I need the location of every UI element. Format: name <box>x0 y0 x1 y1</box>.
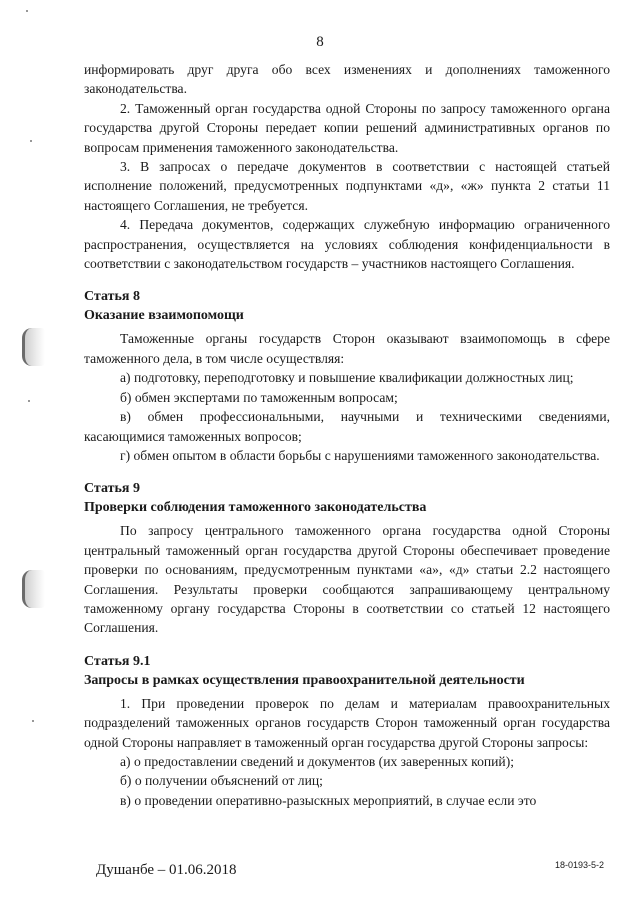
paragraph: По запросу центрального таможенного органа государства одной Стороны центральный таможенный орган государства другой Стороны обеспечивает проведение проверки по основаниям, предусмотренным пунктами «а», «д» статьи 2.2 настоящего Соглашения. Результаты проверки сообщаются запрашивающему центральному таможенному органу государства Стороны в соответствии со статьей 12 настоящего Соглашения. <box>84 523 610 636</box>
article-9 <box>84 479 610 637</box>
paragraph: 1. При проведении проверок по делам и материалам правоохранительных подразделений таможенных органов государств Сторон таможенный орган государства одной Стороны направляет в таможенный орган государства другой Стороны запросы: <box>84 695 610 750</box>
list-item: в) о проведении оперативно-разыскных мероприятий, в случае если это <box>120 792 537 808</box>
list-item: в) обмен профессиональными, научными и техническими сведениями, касающимися таможенных вопросов; <box>84 409 610 444</box>
article-title: Проверки соблюдения таможенного законодательства <box>84 500 427 516</box>
footer-doc-code: 18-0193-5-2 <box>554 860 604 870</box>
punch-hole-mark <box>22 328 45 366</box>
list-item: а) подготовку, переподготовку и повышение квалификации должностных лиц; <box>120 370 574 386</box>
document-body <box>84 60 610 810</box>
article-8 <box>84 287 610 465</box>
article-number: Статья 9.1 <box>84 653 151 669</box>
article-number: Статья 9 <box>84 481 140 497</box>
scan-speck <box>28 400 30 402</box>
list-item: г) обмен опытом в области борьбы с нарушениями таможенного законодательства. <box>120 447 600 463</box>
punch-hole-mark <box>22 570 45 608</box>
paragraph: информировать друг друга обо всех изменениях и дополнениях таможенного законодательства. <box>84 62 610 97</box>
article-number: Статья 8 <box>84 289 140 305</box>
page-number: 8 <box>316 34 324 50</box>
list-item: б) о получении объяснений от лиц; <box>120 773 323 789</box>
paragraph: 2. Таможенный орган государства одной Стороны по запросу таможенного органа государства другой Стороны передает копии решений административных органов по вопросам применения таможенного законодательства. <box>84 100 610 155</box>
paragraph: Таможенные органы государств Сторон оказывают взаимопомощь в сфере таможенного дела, в том числе осуществляя: <box>84 331 610 366</box>
footer-place-date: Душанбе – 01.06.2018 <box>96 862 237 878</box>
paragraph: 3. В запросах о передаче документов в соответствии с настоящей статьей исполнение положений, предусмотренных подпунктами «д», «ж» пункта 2 статьи 11 настоящего Соглашения, не требуется. <box>84 159 610 213</box>
article-title: Оказание взаимопомощи <box>84 308 244 324</box>
scan-speck <box>32 720 34 722</box>
list-item: а) о предоставлении сведений и документов (их заверенных копий); <box>120 753 515 769</box>
scan-speck <box>26 10 28 12</box>
scan-speck <box>30 140 32 142</box>
article-title: Запросы в рамках осуществления правоохранительной деятельности <box>84 672 525 688</box>
paragraph: 4. Передача документов, содержащих служебную информацию ограниченного распространения, осуществляется на условиях соблюдения конфиденциальности в соответствии с законодательством государств – участников настоящего Соглашения. <box>84 217 610 272</box>
article-9-1 <box>84 652 610 810</box>
list-item: б) обмен экспертами по таможенным вопросам; <box>120 389 398 405</box>
